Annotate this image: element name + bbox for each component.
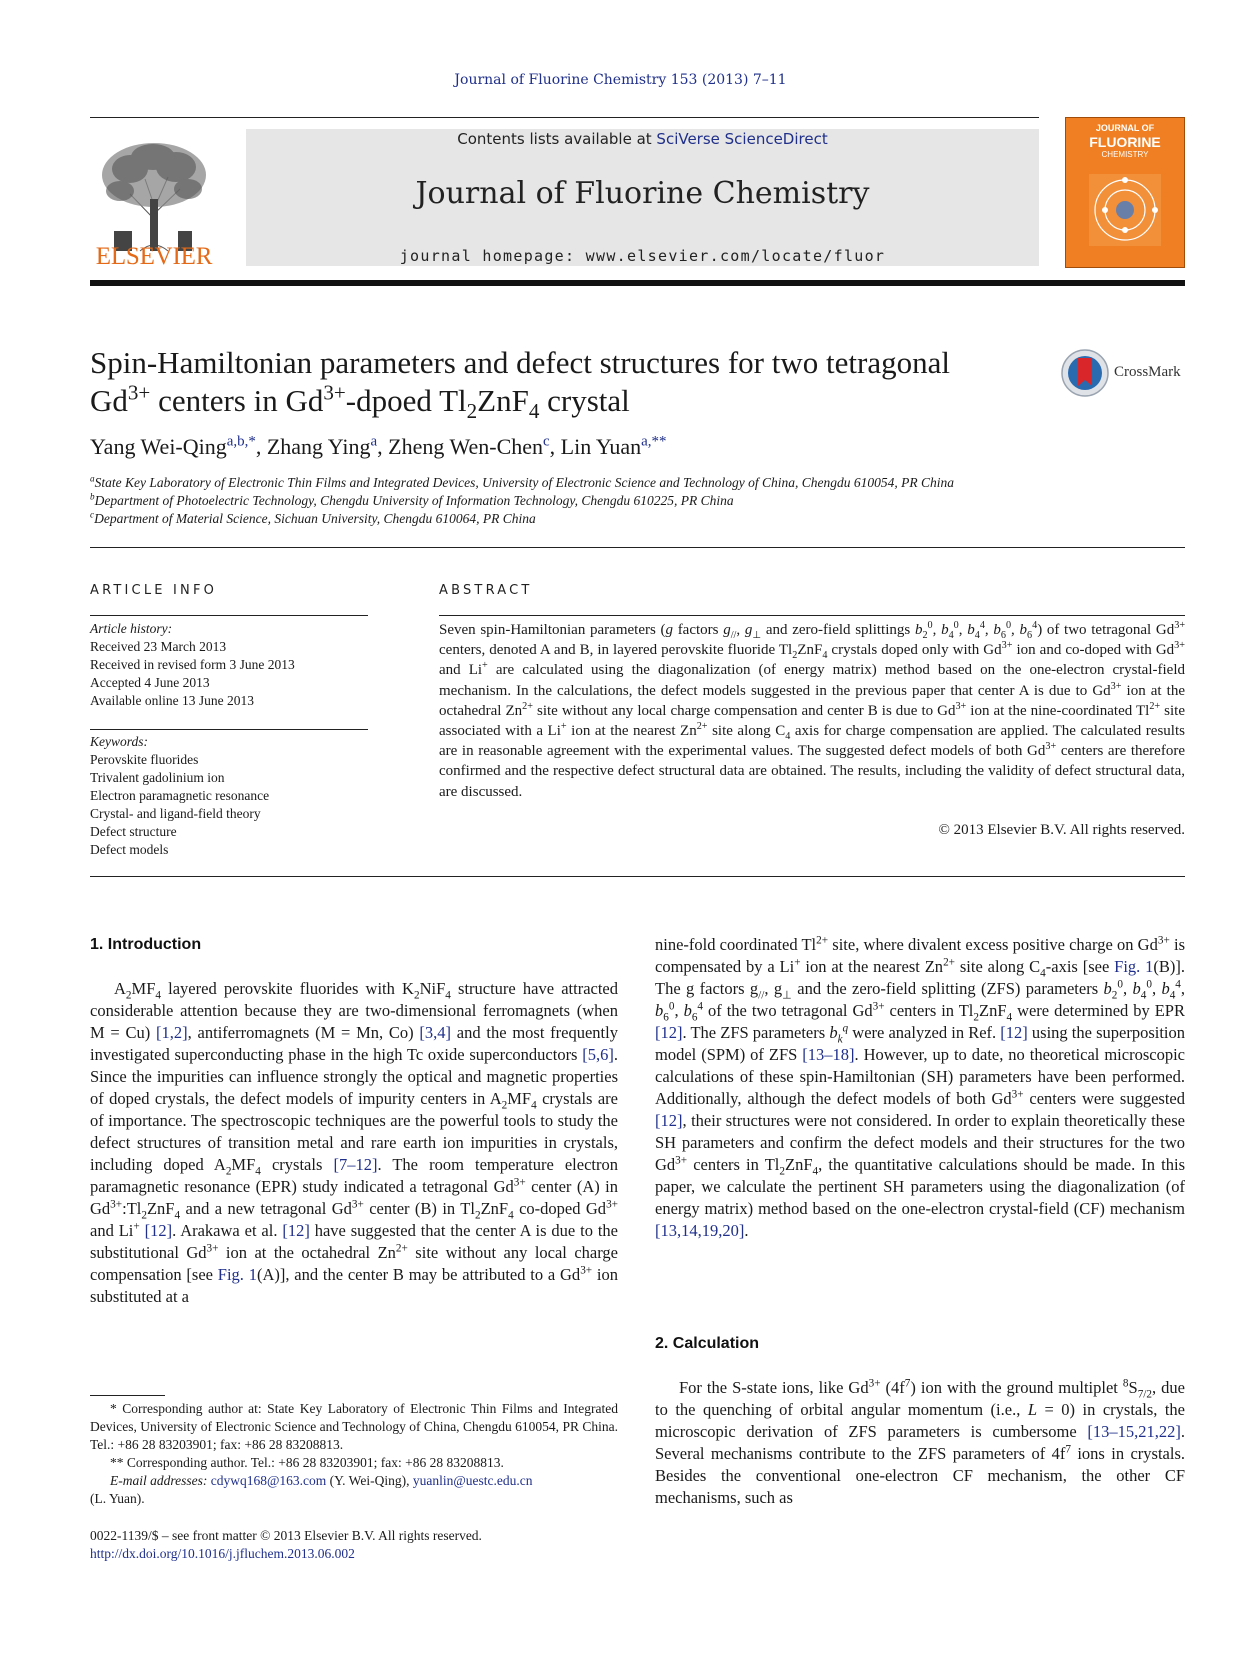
- cover-atom-icon: [1081, 166, 1169, 254]
- article-title: [90, 344, 1050, 424]
- affiliation-rule: [90, 547, 1185, 548]
- title-fragment: centers in Gd: [150, 383, 324, 418]
- reference-link[interactable]: [12]: [144, 1221, 173, 1240]
- keywords-label: Keywords:: [90, 734, 148, 749]
- email-owner: (Y. Wei-Qing),: [326, 1473, 413, 1488]
- author-name: Zheng Wen-Chen: [388, 434, 544, 459]
- affiliation-mark: a: [90, 473, 95, 484]
- abstract-copyright: © 2013 Elsevier B.V. All rights reserved.: [938, 822, 1185, 838]
- affiliation: [90, 510, 1185, 528]
- keyword: Trivalent gadolinium ion: [90, 770, 225, 785]
- reference-link[interactable]: [1,2]: [156, 1023, 188, 1042]
- title-fragment: -dpoed Tl: [345, 383, 467, 418]
- article-info-heading: ARTICLE INFO: [90, 583, 218, 598]
- cover-line-1: JOURNAL OF: [1095, 123, 1155, 133]
- author-marks[interactable]: a,**: [641, 433, 667, 450]
- affiliation-text: Department of Material Science, Sichuan University, Chengdu 610064, PR China: [94, 511, 536, 526]
- info-rule: [90, 615, 368, 616]
- calculation-text: For the S-state ions, like $Gd^{3+}$ $(4f^7)$ ion with the ground multiplet $^8S_{7/2}$, due to the quenching of orbital angular momentum (i.e., L = 0) in crystals, the microscopic derivation of ZFS parameters is cumbersome [13–15,21,22]. Several mechanisms contribute to the ZFS parameters of $4f^7$ ions in crystals. Besides the conventional one-electron CF mechanism, the other CF mechanisms, such as: [655, 1377, 1186, 1507]
- history-item: Received in revised form 3 June 2013: [90, 657, 295, 672]
- introduction-text: $A_2MF_4$ layered perovskite fluorides with $K_2NiF_4$ structure have attracted considerable attention because they are two-dimensional ferromagnets (when M = Cu) [1,2], antiferromagnets (M = Mn, Co) [3,4] and the most frequently investigated superconducting phase in the high Tc oxide superconductors [5,6]. Since the impurities can influence strongly the optical and magnetic properties of doped crystals, the defect models of impurity centers in $A_2MF_4$ crystals are of importance. The spectroscopic techniques are the powerful tools to study the defect structures of transition metal and rare earth ion impurities in crystals, including doped $A_2MF_4$ crystals [7–12]. The room temperature electron paramagnetic resonance (EPR) study indicated a tetragonal $Gd^{3+}$ center (A) in $Gd^{3+}:Tl_2ZnF_4$ and a new tetragonal $Gd^{3+}$ center (B) in $Tl_2ZnF_4$ co-doped $Gd^{3+}$ and Li+ [12]. Arakawa et al. [12] have suggested that the center A is due to the substitutional $Gd^{3+}$ ion at the octahedral $Zn^{2+}$ site without any local charge compensation [see Fig. 1(A)], and the center B may be attributed to a $Gd^{3+}$ ion substituted at a: [90, 979, 619, 1306]
- title-sup: 3+: [127, 380, 151, 405]
- author-list: Yang Wei-Qing$^{a,b,*}$, Zhang Ying$^a$, Zheng Wen-Chen$^c$, Lin Yuan$^{a,**}$: [90, 433, 667, 459]
- reference-link[interactable]: [13–15,21,22]: [1087, 1422, 1181, 1441]
- journal-homepage[interactable]: journal homepage: www.elsevier.com/locate/fluor: [399, 247, 886, 265]
- affiliation-mark: c: [90, 509, 95, 520]
- affiliation-text: State Key Laboratory of Electronic Thin Films and Integrated Devices, University of Electronic Science and Technology of China, Chengdu 610054, PR China: [94, 475, 954, 490]
- keyword: Electron paramagnetic resonance: [90, 788, 270, 803]
- author-name: Yang Wei-Qing: [90, 434, 227, 459]
- figure-link[interactable]: Fig. 1: [217, 1265, 257, 1284]
- masthead-rule: [90, 280, 1185, 286]
- reference-link[interactable]: [12]: [655, 1111, 683, 1130]
- keyword: Crystal- and ligand-field theory: [90, 806, 261, 821]
- affiliation: [90, 492, 1185, 510]
- cover-line-2: FLUORINE: [1089, 134, 1161, 150]
- section-heading-introduction: 1. Introduction: [90, 936, 202, 953]
- title-fragment: crystal: [539, 383, 630, 418]
- reference-link[interactable]: [13–18]: [802, 1045, 855, 1064]
- email-link[interactable]: cdywq168@163.com: [210, 1473, 327, 1488]
- reference-link[interactable]: [12]: [1000, 1023, 1028, 1042]
- affiliation-mark: b: [90, 491, 95, 502]
- figure-link[interactable]: Fig. 1: [1114, 957, 1154, 976]
- title-sup: 3+: [323, 380, 346, 405]
- crossmark-label[interactable]: CrossMark: [1114, 364, 1181, 380]
- title-sub: 2: [466, 399, 478, 424]
- footnote-rule: [90, 1395, 165, 1396]
- email-link[interactable]: yuanlin@uestc.edu.cn: [412, 1473, 533, 1488]
- front-matter: [90, 1527, 650, 1563]
- keyword: Perovskite fluorides: [90, 752, 199, 767]
- title-fragment: Gd: [90, 383, 128, 418]
- journal-name: Journal of Fluorine Chemistry: [415, 176, 870, 211]
- title-fragment: ZnF: [477, 383, 529, 418]
- section-heading-calculation: 2. Calculation: [655, 1335, 760, 1352]
- issn-line: 0022-1139/$ – see front matter © 2013 Elsevier B.V. All rights reserved.: [90, 1528, 482, 1543]
- email-owner: (L. Yuan).: [90, 1491, 145, 1506]
- reference-link[interactable]: [7–12]: [333, 1155, 378, 1174]
- journal-cover-thumbnail[interactable]: [1065, 117, 1185, 268]
- history-item: Received 23 March 2013: [90, 639, 227, 654]
- contents-prefix: Contents lists available at: [457, 130, 657, 148]
- reference-link[interactable]: [12]: [655, 1023, 683, 1042]
- title-sub: 4: [528, 399, 540, 424]
- crossmark-icon[interactable]: [1060, 348, 1110, 398]
- abstract-text: Seven spin-Hamiltonian parameters (g factors $g_{//}$, $g_\perp$ and zero-field splittings $b_2^0$, $b_4^0$, $b_4^4$, $b_6^0$, $b_6^4$) of two tetragonal $Gd^{3+}$ centers, denoted A and B, in layered perovskite fluoride $Tl_2ZnF_4$ crystals doped only with $Gd^{3+}$ ion and co-doped with $Gd^{3+}$ and Li+ are calculated using the diagonalization (of energy matrix) method based on the one-electron crystal-field mechanism. In the calculations, the defect models suggested in the previous paper that center A is due to $Gd^{3+}$ ion at the octahedral $Zn^{2+}$ site without any local charge compensation and center B is due to $Gd^{3+}$ ion at the nine-coordinated $Tl^{2+}$ site associated with a Li+ ion at the nearest $Zn^{2+}$ site along $C_4$ axis for charge compensation are applied. The calculated results are in reasonable agreement with the experimental values. The suggested defect models of both $Gd^{3+}$ centers are therefore confirmed and the respective defect structural data are obtained. The results, including the validity of defect structural data, are discussed.: [439, 620, 1186, 800]
- introduction-text-continued: nine-fold coordinated $Tl^{2+}$ site, where divalent excess positive charge on $Gd^{3+}$ is compensated by a Li+ ion at the nearest $Zn^{2+}$ site along $C_4$-axis [see Fig. 1(B)]. The g factors $g_{//}$, $g_\perp$ and the zero-field splitting (ZFS) parameters $b_2^0$, $b_4^0$, $b_4^4$, $b_6^0$, $b_6^4$ of the two tetragonal $Gd^{3+}$ centers in $Tl_2ZnF_4$ were determined by EPR [12]. The ZFS parameters $b_k^q$ were analyzed in Ref. [12] using the superposition model (SPM) of ZFS [13–18]. However, up to date, no theoretical microscopic calculations of these spin-Hamiltonian (SH) parameters have been performed. Additionally, although the defect models of both $Gd^{3+}$ centers were suggested [12], their structures were not considered. In order to explain theoretically these SH parameters and confirm the defect models and their structures for the two $Gd^{3+}$ centers in $Tl_2ZnF_4$, the quantitative calculations should be made. In this paper, we calculate the pertinent SH parameters using the diagonalization (of energy matrix) method based on the one-electron crystal-field (CF) mechanism [13,14,19,20].: [655, 934, 1186, 1240]
- reference-link[interactable]: [12]: [282, 1221, 310, 1240]
- author-marks[interactable]: c: [543, 433, 550, 450]
- affiliation-text: Department of Photoelectric Technology, Chengdu University of Information Technology, Chengdu 610225, PR China: [94, 493, 734, 508]
- affiliations: [90, 474, 1185, 528]
- keywords-rule: [90, 729, 368, 730]
- title-line-1: Spin-Hamiltonian parameters and defect structures for two tetragonal: [90, 345, 950, 380]
- affiliation: [90, 474, 1185, 492]
- keyword: Defect models: [90, 842, 169, 857]
- abstract-rule: [439, 615, 1185, 616]
- footnote-emails: [90, 1472, 618, 1490]
- author-marks[interactable]: a,b,*: [226, 433, 256, 450]
- header-rule: [90, 117, 1039, 118]
- keywords: [90, 733, 368, 859]
- history-item: Accepted 4 June 2013: [90, 675, 210, 690]
- footnotes: [90, 1400, 618, 1508]
- history-label: Article history:: [90, 621, 173, 636]
- history-item: Available online 13 June 2013: [90, 693, 254, 708]
- reference-link[interactable]: [3,4]: [419, 1023, 452, 1042]
- journal-citation: Journal of Fluorine Chemistry 153 (2013) 7–11: [454, 72, 787, 88]
- doi-link[interactable]: http://dx.doi.org/10.1016/j.jfluchem.2013.06.002: [90, 1546, 355, 1561]
- reference-link[interactable]: [13,14,19,20]: [655, 1221, 745, 1240]
- footnote-corresponding-1: * Corresponding author at: State Key Laboratory of Electronic Thin Films and Integrated Devices, University of Electronic Science and Technology of China, Chengdu 610054, PR China. Tel.: +86 28 83203901; fax: +86 28 83208813.: [90, 1401, 618, 1452]
- footnote-corresponding-2: ** Corresponding author. Tel.: +86 28 83203901; fax: +86 28 83208813.: [110, 1455, 504, 1470]
- contents-line: [246, 130, 1039, 148]
- abstract-heading: ABSTRACT: [439, 583, 533, 598]
- author-name: Zhang Ying: [266, 434, 371, 459]
- email-label: E-mail addresses:: [110, 1473, 211, 1488]
- elsevier-wordmark: ELSEVIER: [95, 243, 213, 270]
- cover-line-3: CHEMISTRY: [1101, 150, 1149, 159]
- sciencedirect-link[interactable]: SciVerse ScienceDirect: [656, 130, 828, 148]
- reference-link[interactable]: [5,6]: [582, 1045, 614, 1064]
- author-marks[interactable]: a: [370, 433, 378, 450]
- article-history: [90, 620, 368, 710]
- author-name: Lin Yuan: [560, 434, 642, 459]
- keyword: Defect structure: [90, 824, 177, 839]
- abstract-bottom-rule: [90, 876, 1185, 877]
